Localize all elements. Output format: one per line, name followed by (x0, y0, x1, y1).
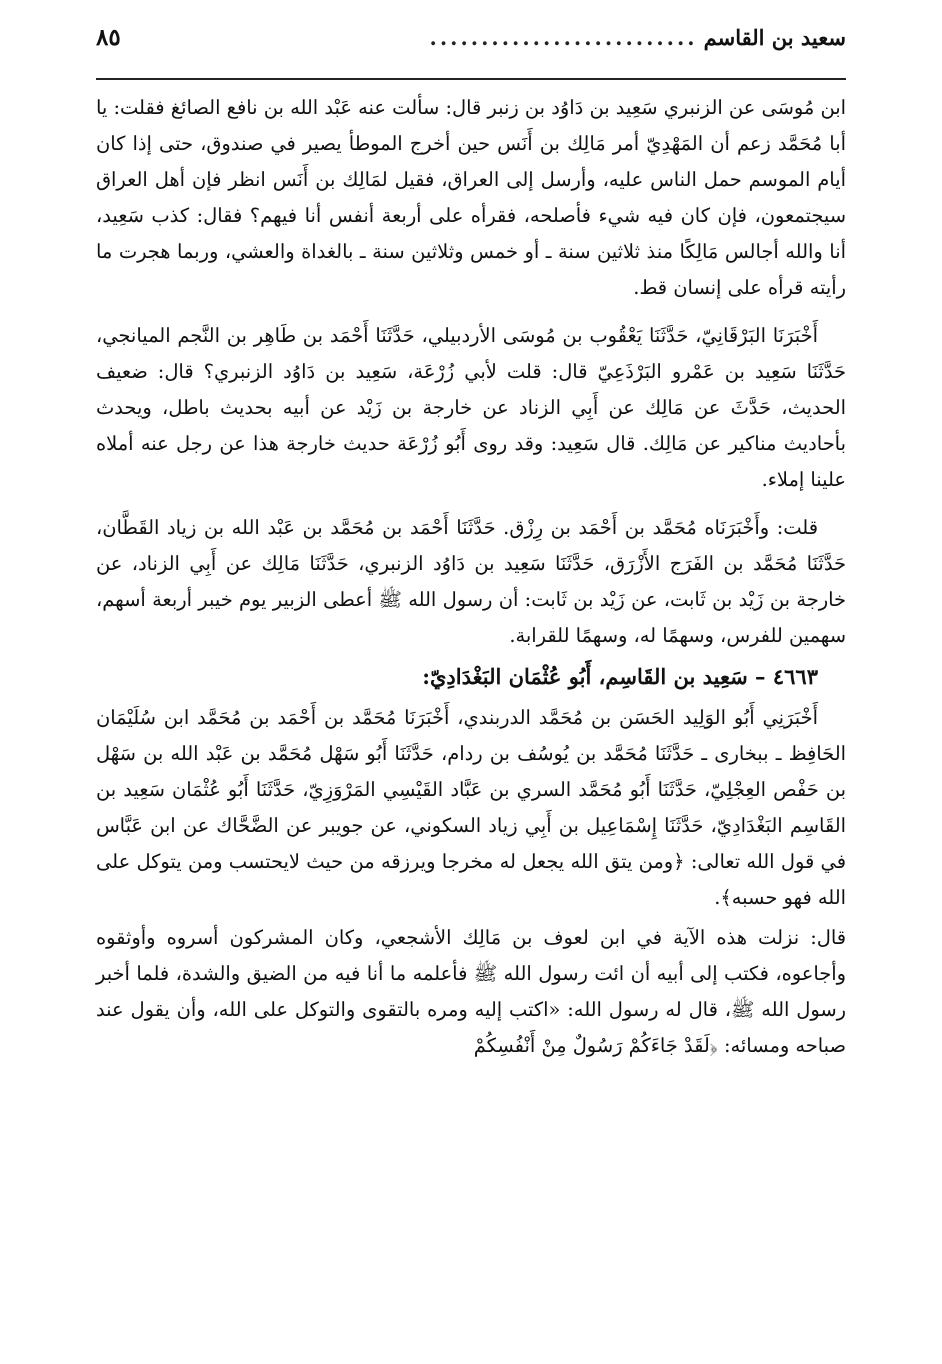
paragraph-1: ابن مُوسَى عن الزنبري سَعِيد بن دَاوُد بن زنبر قال: سألت عنه عَبْد الله بن نافع الصائغ فقلت: يا أبا مُحَمَّد زعم أن المَهْدِيّ أمر مَالِك بن أَنَس حين أخرج الموطأ يصير في صندوق، حتى إذا كان أيام الموسم حمل الناس عليه، وأرسل إلى العراق، فقيل لمَالِك بن أَنَس انظر فإن أهل العراق سيجتمعون، فإن كان فيه شيء فأصلحه، فقرأه على أربعة أنفس أنا فيهم؟ فقال: كذب سَعِيد، أنا والله أجالس مَالِكًا منذ ثلاثين سنة ـ أو خمس وثلاثين سنة ـ بالغداة والعشي، وربما هجرت ما رأيته قرأه على إنسان قط. (96, 96, 846, 299)
running-header (96, 24, 846, 80)
paragraph-3: قلت: وأَخْبَرَنَاه مُحَمَّد بن أَحْمَد بن رِزْق. حَدَّثَنَا أَحْمَد بن مُحَمَّد بن عَبْد الله بن زياد القَطَّان، حَدَّثَنَا مُحَمَّد بن الفَرَج الأَزْرَق، حَدَّثَنَا سَعِيد بن دَاوُد الزنبري، حَدَّثَنَا مَالِك عن أَبِي الزناد، عن خارجة بن زَيْد بن ثَابت، عن زَيْد بن ثَابت: أن رسول الله ﷺ أعطى الزبير يوم خيبر أربعة أسهم، سهمين للفرس، وسهمًا له، وسهمًا للقرابة. (96, 516, 846, 647)
leader-dots: .......................... (429, 25, 698, 50)
paragraph-2: أَخْبَرَنَا البَرْقَانِيّ، حَدَّثَنَا يَعْقُوب بن مُوسَى الأردبيلي، حَدَّثَنَا أَحْمَد بن طَاهِر بن النَّجم الميانجي، حَدَّثَنَا سَعِيد بن عَمْرو البَرْذَعِيّ قال: قلت لأبي زُرْعَة، سَعِيد بن دَاوُد الزنبري؟ قال: ضعيف الحديث، حَدَّثَ عن مَالِك عن أَبِي الزناد عن خارجة بن زَيْد عن أبيه بحديث باطل، ويحدث بأحاديث مناكير عن مَالِك. قال سَعِيد: وقد روى أَبُو زُرْعَة حديث خارجة هذا عن رجل عنه أملاه علينا إملاء. (96, 324, 846, 491)
entry-paragraph-2: قال: نزلت هذه الآية في ابن لعوف بن مَالِك الأشجعي، وكان المشركون أسروه وأوثقوه وأجاعوه، فكتب إلى أبيه أن ائت رسول الله ﷺ فأعلمه ما أنا فيه من الضيق والشدة، فلما أخبر رسول الله ﷺ، قال له رسول الله: «اكتب إليه ومره بالتقوى والتوكل على الله، وأن يقول عند صباحه ومسائه: ﴿لَقَدْ جَاءَكُمْ رَسُولٌ مِنْ أَنْفُسِكُمْ (96, 926, 846, 1057)
page-number: ٨٥ (96, 24, 121, 51)
running-title: سعيد بن القاسم (703, 25, 846, 50)
entry-heading: ٤٦٦٣ – سَعِيد بن القَاسِم، أَبُو عُثْمَان البَغْدَادِيّ: (422, 664, 818, 689)
entry-paragraph-1: أَخْبَرَنِي أَبُو الوَلِيد الحَسَن بن مُحَمَّد الدربندي، أَخْبَرَنَا مُحَمَّد بن أَحْمَد بن مُحَمَّد ابن سُلَيْمَان الحَافِظ ـ ببخارى ـ حَدَّثَنَا مُحَمَّد بن يُوسُف بن ردام، حَدَّثَنَا أَبُو سَهْل مُحَمَّد بن عَبْد الله بن سَهْل بن حَفْص العِجْلِيّ، حَدَّثَنَا أَبُو مُحَمَّد السري بن عَبَّاد القَيْسِي المَرْوَزِيّ، حَدَّثَنَا أَبُو عُثْمَان سَعِيد بن القَاسِم البَغْدَادِيّ، حَدَّثَنَا إِسْمَاعِيل بن أَبِي زياد السكوني، عن جويبر عن الضَّحَّاك عن ابن عَبَّاس في قول الله تعالى: ﴿ومن يتق الله يجعل له مخرجا ويرزقه من حيث لايحتسب ومن يتوكل على الله فهو حسبه﴾. (96, 706, 846, 909)
document-page (96, 24, 846, 1344)
